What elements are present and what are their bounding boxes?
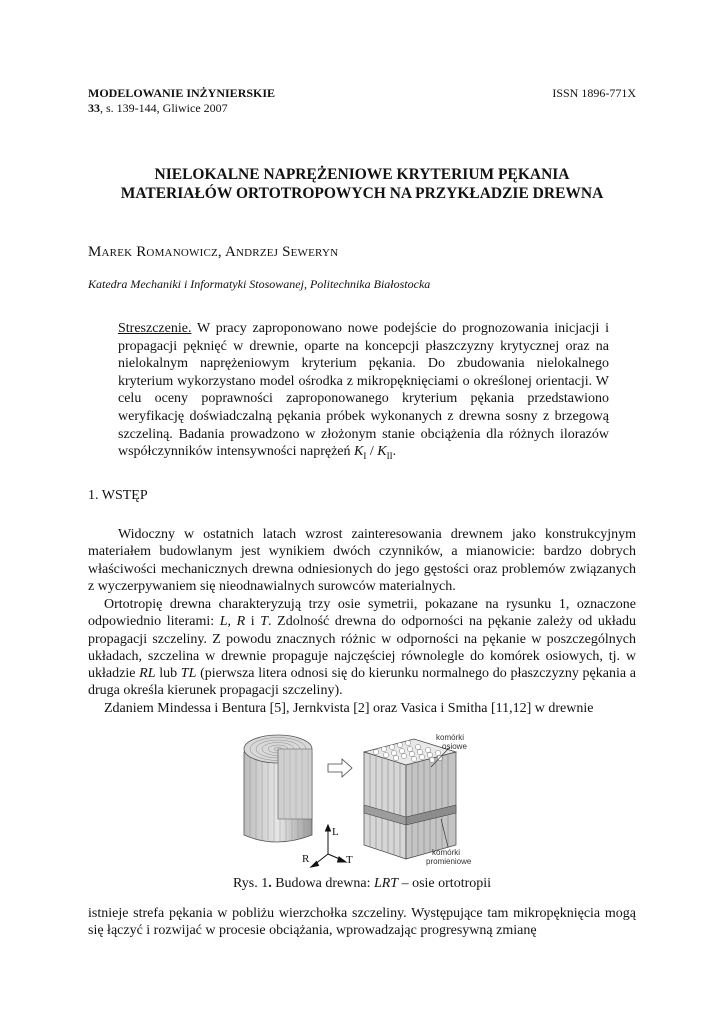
title-line-2: MATERIAŁÓW ORTOTROPOWYCH NA PRZYKŁADZIE DREWNA bbox=[120, 185, 604, 202]
paragraph-1: Widoczny w ostatnich latach wzrost zainteresowania drewnem jako konstrukcyjnym materiałem budowlanym jest wynikiem dwóch czynników, a mianowicie: bardzo dobrych właściwości mechanicznych drewna odniesionych do jego gęstości oraz problemów związanych z wyczerpywaniem się nieodnawialnych surowców materialnych. bbox=[88, 527, 636, 594]
caption-text: Budowa drewna: bbox=[271, 876, 374, 891]
abstract-end: . bbox=[392, 444, 397, 460]
abstract-label: Streszczenie. bbox=[118, 321, 192, 336]
figure-caption bbox=[0, 876, 724, 892]
axis-label-L: L bbox=[332, 826, 339, 838]
arrow-icon bbox=[328, 759, 352, 777]
wood-structure-figure bbox=[236, 727, 516, 877]
p2-axis-L: L bbox=[219, 614, 228, 630]
affiliation: Katedra Mechaniki i Informatyki Stosowanej, Politechnika Białostocka bbox=[88, 277, 431, 291]
p2-text-d: . Zdolność drewna do odporności na pękanie zależy od układu propagacji szczeliny. Z powodu znacznych różnic w odporności na pękanie w poszczególnych układach, szczelina w drewnie propaguje najczęściej równolegle do komórek osiowych, tj. w układzie bbox=[88, 614, 636, 682]
abstract-k1-sub: I bbox=[363, 450, 367, 461]
caption-lrt: LRT bbox=[373, 876, 399, 891]
p2-text-b: , bbox=[227, 614, 237, 630]
abstract-k2: K bbox=[377, 444, 387, 460]
label-axial-cells-2: osiowe bbox=[442, 742, 467, 751]
abstract-slash: / bbox=[366, 444, 378, 460]
p2-text-c: i bbox=[245, 614, 261, 630]
p2-axis-T: T bbox=[260, 614, 269, 630]
paragraph-4: istnieje strefa pękania w pobliżu wierzchołka szczeliny. Występujące tam mikropęknięcia mogą się łączyć i rozwijać w procesie obciążania, wprowadzając progresywną zmianę bbox=[88, 906, 636, 939]
paragraph-2 bbox=[88, 596, 636, 700]
journal-name: MODELOWANIE INŻYNIERSKIE bbox=[88, 86, 276, 100]
axis-label-R: R bbox=[302, 853, 310, 865]
abstract-k2-sub: II bbox=[386, 450, 393, 461]
paper-title bbox=[60, 165, 664, 203]
p2-system-RL: RL bbox=[139, 666, 156, 682]
p2-text-e: lub bbox=[155, 666, 181, 682]
label-ray-cells-1: komórki bbox=[432, 848, 461, 857]
caption-rest: – osie ortotropii bbox=[398, 876, 492, 891]
title-line-1: NIELOKALNE NAPRĘŻENIOWE KRYTERIUM PĘKANIA bbox=[154, 166, 570, 183]
label-axial-cells-1: komórki bbox=[436, 733, 465, 742]
p2-system-TL: TL bbox=[180, 666, 197, 682]
caption-dot: . bbox=[268, 876, 272, 891]
label-ray-cells-2: promieniowe bbox=[426, 857, 472, 866]
axes-diagram bbox=[311, 825, 346, 867]
issn: ISSN 1896-771X bbox=[552, 86, 636, 100]
abstract bbox=[118, 320, 609, 466]
abstract-text: W pracy zaproponowano nowe podejście do prognozowania inicjacji i propagacji pęknięć w drewnie, oparte na koncepcji płaszczyzny krytycznej oraz na nielokalnym naprężeniowym kryterium pękania. Do zbudowania nielokalnego kryterium wykorzystano model ośrodka z mikropęknięciami o określonej orientacji. W celu oceny poprawności zaproponowanego kryterium pękania przedstawiono weryfikację doświadczalną pękania próbek wykonanych z drewna sosny z brzegową szczeliną. Badania prowadzono w złożonym stanie obciążenia dla różnych ilorazów współczynników intensywności naprężeń bbox=[118, 321, 609, 460]
caption-prefix: Rys. 1 bbox=[232, 876, 269, 891]
paragraph-3: Zdaniem Mindessa i Bentura [5], Jernkvista [2] oraz Vasica i Smitha [11,12] w drewnie bbox=[104, 701, 594, 716]
volume-info bbox=[88, 101, 228, 116]
p2-text-f: (pierwsza litera odnosi się do kierunku normalnego do płaszczyzny pękania a druga określa kierunek propagacji szczeliny). bbox=[88, 666, 637, 699]
cell-block-illustration bbox=[364, 739, 456, 859]
log-illustration bbox=[244, 735, 312, 842]
authors: Marek Romanowicz, Andrzej Seweryn bbox=[88, 244, 339, 260]
p2-text-a: Ortotropię drewna charakteryzują trzy osie symetrii, pokazane na rysunku 1, oznaczone odpowiednio literami: bbox=[88, 597, 636, 630]
volume-number: 33 bbox=[88, 101, 100, 115]
p2-axis-R: R bbox=[236, 614, 246, 630]
axis-label-T: T bbox=[346, 854, 353, 866]
abstract-k1: K bbox=[354, 444, 364, 460]
volume-pages: , s. 139-144, Gliwice 2007 bbox=[100, 101, 228, 115]
section-heading: 1. WSTĘP bbox=[88, 488, 148, 503]
